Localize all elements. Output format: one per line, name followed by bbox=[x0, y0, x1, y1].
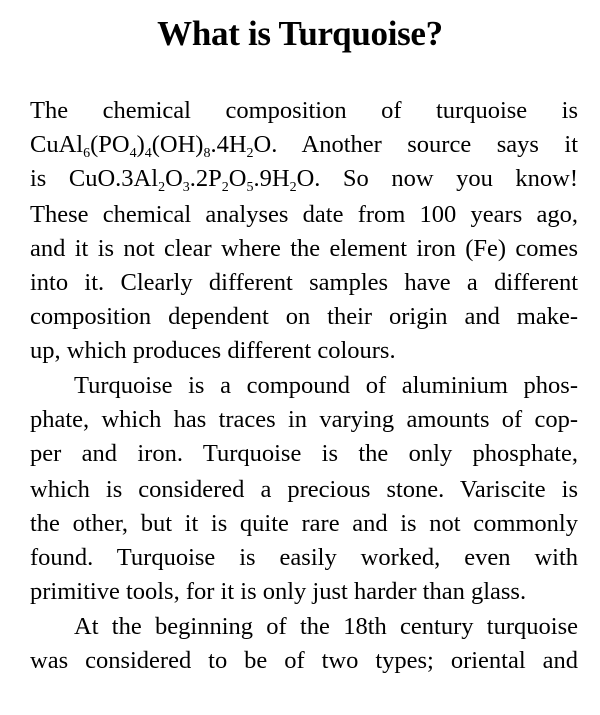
text-line bbox=[30, 474, 578, 508]
text-run: primitive tools, for it is only just harder than glass. bbox=[30, 578, 527, 605]
text-run: Turquoise is a compound of aluminium phos- bbox=[74, 372, 578, 399]
subscript: 8 bbox=[203, 146, 211, 161]
text-run: found. Turquoise is easily worked, even with bbox=[30, 544, 578, 571]
text-line bbox=[30, 335, 578, 369]
text-line bbox=[30, 404, 578, 438]
text-line bbox=[30, 129, 578, 163]
text-run: The chemical composition of turquoise is bbox=[30, 97, 578, 124]
text-line bbox=[74, 370, 578, 404]
text-line bbox=[30, 267, 578, 301]
text-run: O. Another source says it bbox=[253, 131, 578, 158]
text-run: O bbox=[165, 165, 183, 192]
subscript: 2 bbox=[221, 180, 229, 195]
text-run: .2P bbox=[189, 165, 222, 192]
page-title: What is Turquoise? bbox=[157, 14, 443, 53]
text-run: and it is not clear where the element iron (Fe) comes bbox=[30, 235, 578, 262]
text-run: into it. Clearly different samples have a different bbox=[30, 269, 578, 296]
subscript: 4 bbox=[144, 146, 152, 161]
text-run: phate, which has traces in varying amounts of cop- bbox=[30, 406, 578, 433]
text-run: the other, but it is quite rare and is not commonly bbox=[30, 510, 578, 537]
text-line bbox=[30, 645, 578, 679]
text-line bbox=[30, 163, 578, 197]
text-run: .9H bbox=[253, 165, 290, 192]
text-line bbox=[30, 576, 578, 610]
subscript: 2 bbox=[246, 146, 254, 161]
subscript: 2 bbox=[289, 180, 297, 195]
text-run: up, which produces different colours. bbox=[30, 337, 396, 364]
text-run: composition dependent on their origin and make- bbox=[30, 303, 578, 330]
text-line bbox=[30, 301, 578, 335]
subscript: 5 bbox=[246, 180, 254, 195]
text-line bbox=[74, 611, 578, 645]
text-line bbox=[30, 438, 578, 472]
text-run: per and iron. Turquoise is the only phosphate, bbox=[30, 440, 578, 467]
text-line bbox=[30, 542, 578, 576]
text-run: which is considered a precious stone. Variscite is bbox=[30, 476, 578, 503]
text-run: These chemical analyses date from 100 years ago, bbox=[30, 201, 578, 228]
text-run: is CuO.3Al bbox=[30, 165, 159, 192]
text-run: .4H bbox=[210, 131, 247, 158]
text-run: At the beginning of the 18th century turquoise bbox=[74, 613, 578, 640]
text-run: (PO bbox=[90, 131, 130, 158]
text-line bbox=[30, 199, 578, 233]
text-run: (OH) bbox=[151, 131, 204, 158]
text-run: was considered to be of two types; oriental and bbox=[30, 647, 578, 674]
text-run: O. So now you know! bbox=[296, 165, 578, 192]
text-run: ) bbox=[136, 131, 145, 158]
text-run: CuAl bbox=[30, 131, 84, 158]
text-line bbox=[30, 508, 578, 542]
subscript: 2 bbox=[158, 180, 166, 195]
text-run: O bbox=[228, 165, 247, 192]
text-line bbox=[30, 233, 578, 267]
subscript: 3 bbox=[182, 180, 190, 195]
text-line bbox=[30, 95, 578, 129]
subscript: 6 bbox=[83, 146, 91, 161]
subscript: 4 bbox=[129, 146, 137, 161]
